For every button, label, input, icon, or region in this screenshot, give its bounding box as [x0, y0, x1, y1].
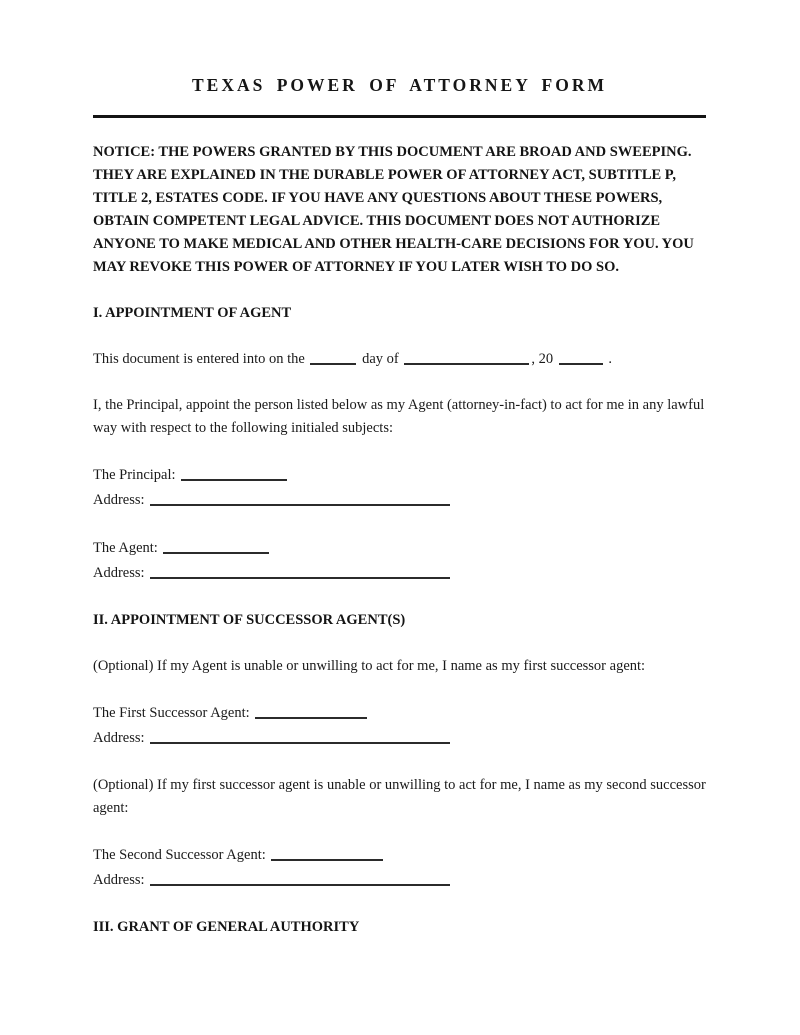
second-successor-field-group — [93, 843, 706, 893]
principal-name-blank — [181, 469, 287, 481]
first-successor-address-blank — [150, 732, 450, 744]
principal-address-blank — [150, 494, 450, 506]
first-successor-name-blank — [255, 707, 367, 719]
first-successor-field-group — [93, 701, 706, 751]
principal-field-group — [93, 463, 706, 513]
section-1-heading: I. APPOINTMENT OF AGENT — [93, 305, 292, 321]
notice-paragraph: NOTICE: THE POWERS GRANTED BY THIS DOCUMENT ARE BROAD AND SWEEPING. THEY ARE EXPLAINED IN THE DURABLE POWER OF ATTORNEY ACT, SUBTITLE P, TITLE 2, ESTATES CODE. IF YOU HAVE ANY QUESTIONS ABOUT THESE POWERS, OBTAIN COMPETENT LEGAL ADVICE. THIS DOCUMENT DOES NOT AUTHORIZE ANYONE TO MAKE MEDICAL AND OTHER HEALTH-CARE DECISIONS FOR YOU. YOU MAY REVOKE THIS POWER OF ATTORNEY IF YOU LATER WISH TO DO SO. — [93, 144, 694, 275]
date-sentence-part-1: This document is entered into on the — [93, 351, 305, 367]
principal-name-row — [93, 463, 706, 488]
date-sentence-part-4: . — [608, 351, 612, 367]
agent-field-group — [93, 536, 706, 586]
agent-address-row — [93, 561, 706, 586]
second-successor-address-blank — [150, 874, 450, 886]
second-successor-address-label: Address: — [93, 872, 145, 888]
second-successor-address-row — [93, 868, 706, 893]
section-3-heading: III. GRANT OF GENERAL AUTHORITY — [93, 919, 360, 935]
date-sentence — [93, 348, 706, 371]
second-successor-name-blank — [271, 849, 383, 861]
first-successor-optional-paragraph: (Optional) If my Agent is unable or unwilling to act for me, I name as my first successor agent: — [93, 658, 646, 674]
agent-name-label: The Agent: — [93, 540, 158, 556]
second-successor-name-label: The Second Successor Agent: — [93, 847, 266, 863]
date-sentence-part-3: , 20 — [531, 351, 554, 367]
agent-name-row — [93, 536, 706, 561]
principal-name-label: The Principal: — [93, 467, 176, 483]
first-successor-address-row — [93, 726, 706, 751]
title-rule — [93, 115, 706, 118]
agent-address-blank — [150, 567, 450, 579]
section-2-heading: II. APPOINTMENT OF SUCCESSOR AGENT(S) — [93, 612, 406, 628]
first-successor-name-label: The First Successor Agent: — [93, 705, 250, 721]
agent-address-label: Address: — [93, 565, 145, 581]
principal-appointment-paragraph: I, the Principal, appoint the person listed below as my Agent (attorney-in-fact) to act for me in any lawful way with respect to the following initialed subjects: — [93, 397, 705, 436]
principal-address-label: Address: — [93, 492, 145, 508]
year-blank-line — [559, 353, 603, 365]
principal-address-row — [93, 488, 706, 513]
second-successor-optional-paragraph: (Optional) If my first successor agent is unable or unwilling to act for me, I name as my second successor agent: — [93, 777, 706, 816]
day-blank-line — [310, 353, 356, 365]
second-successor-name-row — [93, 843, 706, 868]
first-successor-name-row — [93, 701, 706, 726]
month-blank-line — [404, 353, 529, 365]
date-sentence-part-2: day of — [362, 351, 399, 367]
agent-name-blank — [163, 542, 269, 554]
document-title: TEXAS POWER OF ATTORNEY FORM — [191, 75, 608, 95]
first-successor-address-label: Address: — [93, 730, 145, 746]
